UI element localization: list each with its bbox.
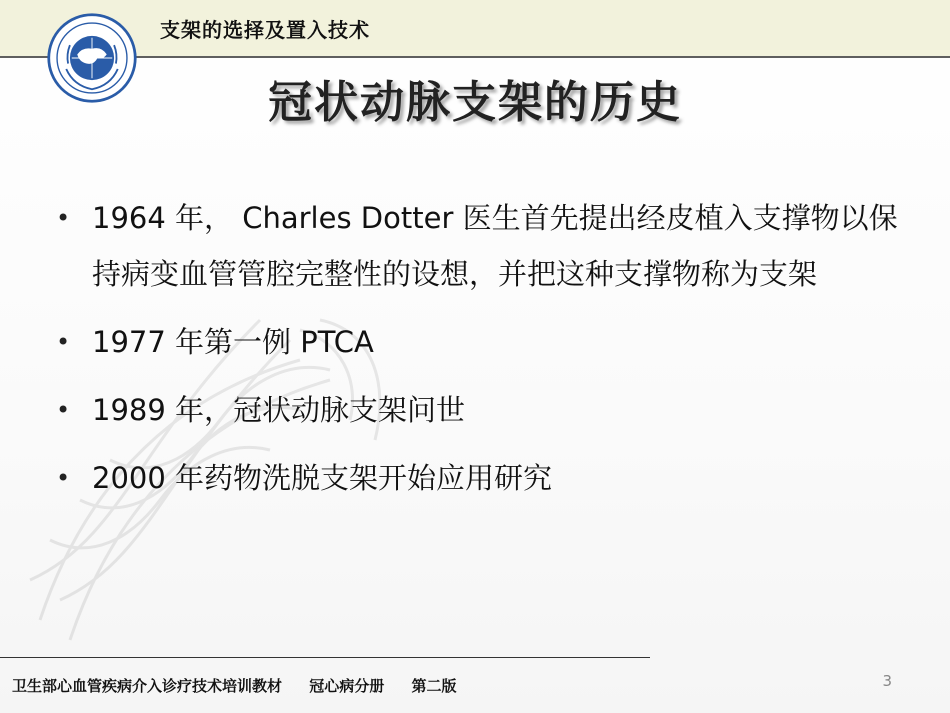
- bullet-item: [52, 190, 912, 302]
- bullet-item: [52, 382, 912, 438]
- section-title: 支架的选择及置入技术: [160, 18, 370, 42]
- footer: [12, 675, 479, 696]
- bullet-item: [52, 314, 912, 370]
- bullet-list: [52, 190, 912, 518]
- footer-textbook: 卫生部心血管疾病介入诊疗技术培训教材: [12, 677, 283, 695]
- bullet-item: [52, 450, 912, 506]
- footer-edition: 第二版: [411, 677, 457, 695]
- footer-volume: 冠心病分册: [309, 677, 385, 695]
- bullet-text: 1964 年， Charles Dotter 医生首先提出经皮植入支撑物以保持病变血管管腔完整性的设想，并把这种支撑物称为支架: [92, 201, 898, 291]
- bullet-dot-icon: •: [56, 328, 71, 356]
- bullet-dot-icon: •: [56, 464, 71, 492]
- bullet-dot-icon: •: [56, 204, 71, 232]
- header-band: [0, 0, 950, 58]
- bullet-dot-icon: •: [56, 396, 71, 424]
- page-number: 3: [882, 672, 892, 690]
- footer-divider: [0, 657, 650, 658]
- bullet-text: 1977 年第一例 PTCA: [92, 325, 374, 359]
- bullet-text: 2000 年药物洗脱支架开始应用研究: [92, 461, 553, 495]
- page-title: 冠状动脉支架的历史: [268, 77, 682, 128]
- bullet-text: 1989 年，冠状动脉支架问世: [92, 393, 466, 427]
